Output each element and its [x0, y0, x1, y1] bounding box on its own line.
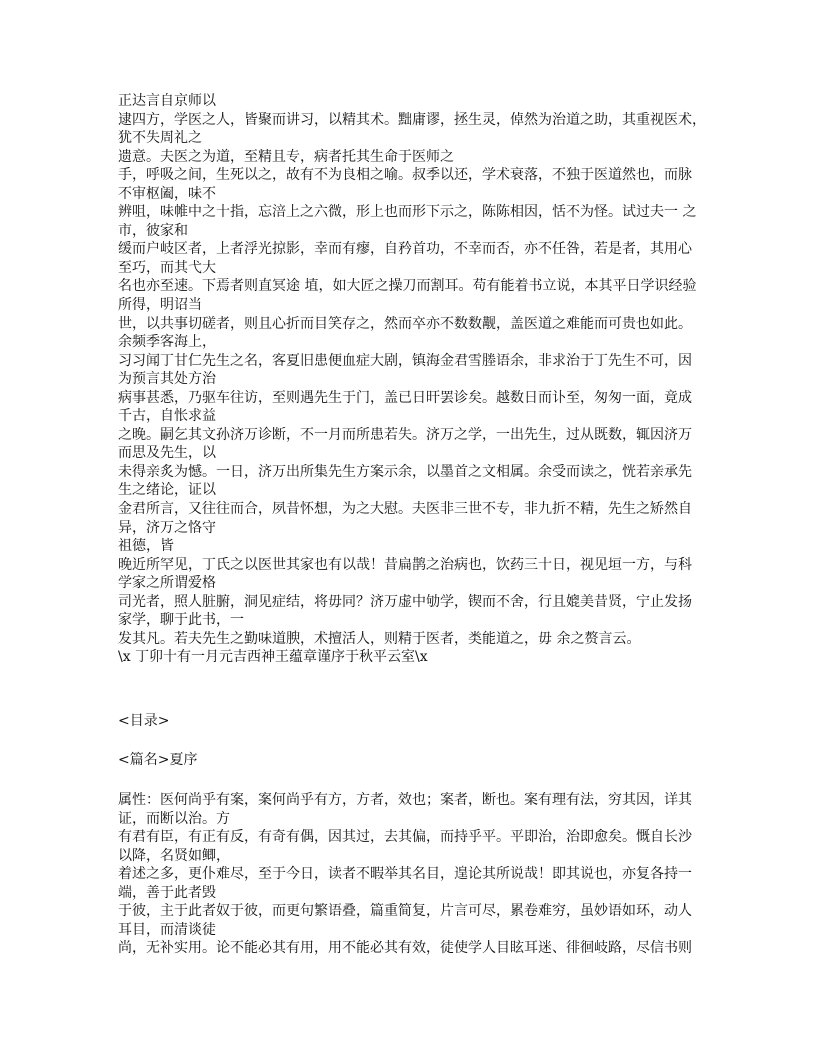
text-line: 千古，自怅求益	[118, 408, 216, 425]
text-line: 金君所言，又往往而合，夙昔怀想，为之大慰。夫医非三世不专，非九折不精，先生之矫然自	[118, 501, 692, 518]
text-line: 而思及先生，以	[118, 445, 216, 462]
text-line: 为预言其处方治	[118, 371, 216, 388]
text-line: 市，彼家和	[118, 222, 188, 239]
text-line: 所得，明诏当	[118, 297, 202, 314]
text-line: 逮四方，学医之人，皆聚而讲习，以精其术。黜庸谬，拯生灵，倬然为治道之助，其重视医术，	[118, 111, 706, 128]
text-line: 手，呼吸之间，生死以之，故有不为良相之喻。叔季以还，学术衰落，不独于医道然也，而脉	[118, 167, 692, 184]
text-line: 家学，聊于此书，一	[118, 612, 244, 629]
chapter-heading	[118, 751, 718, 770]
chapter-title: <篇名>夏序	[118, 752, 198, 768]
text-line: 着述之多，更仆难尽，至于今日，读者不暇举其名目，遑论其所说哉！即其说也，亦复各持一	[118, 866, 692, 883]
text-line: 证，而断以治。方	[118, 810, 230, 827]
text-line: 司光者，照人脏腑，洞见症结，将毋同？济万虚中劬学，锲而不舍，行且媲美昔贤，宁止发扬	[118, 593, 692, 610]
text-line: 正达言自京师以	[118, 93, 216, 109]
text-line: 遗意。夫医之为道，至精且专，病者托其生命于医师之	[118, 148, 454, 165]
text-line: 至巧，而其弋大	[118, 259, 216, 276]
text-line: 习习闻丁甘仁先生之名，客夏旧患便血症大剧，镇海金君雪塍语余，非求治于丁先生不可，因	[118, 352, 692, 369]
body-section	[118, 791, 718, 958]
text-line: 有君有臣，有正有反，有奇有偶，因其过，去其偏，而持乎平。平即治，治即愈矣。慨自长沙	[118, 829, 692, 846]
preface-section	[118, 92, 718, 667]
toc-label: <目录>	[118, 713, 170, 729]
text-line: 生之绪论，证以	[118, 482, 216, 499]
text-line: 缓而户岐区者，上者浮光掠影，幸而有瘳，自矜首功，不幸而否，亦不任咎，若是者，其用心	[118, 241, 692, 258]
text-line: 以降，名贤如鲫，	[118, 847, 230, 864]
text-line: 耳目，而清谈徒	[118, 921, 216, 938]
text-line: 发其凡。若夫先生之勤味道腴，术擅活人，则精于医者，类能道之，毋 余之赘言云。	[118, 630, 641, 647]
text-line: 属性：医何尚乎有案，案何尚乎有方，方者，效也；案者，断也。案有理有法，穷其因，详其	[118, 792, 692, 808]
text-line: 祖德，皆	[118, 538, 174, 555]
text-line: 不审枢阖，味不	[118, 185, 216, 202]
text-line: 余频季客海上，	[118, 334, 216, 351]
text-line: 端，善于此者毁	[118, 884, 216, 901]
text-line: 之晚。嗣乞其文孙济万诊断，不一月而所患若失。济万之学，一出先生，过从既数，辄因济万	[118, 426, 692, 443]
text-line: 晚近所罕见，丁氏之以医世其家也有以哉！昔扁鹊之治病也，饮药三十日，视见垣一方，与科	[118, 556, 692, 573]
preface-signature: \x 丁卯十有一月元吉西神王蕴章谨序于秋平云室\x	[118, 649, 428, 666]
text-line: 犹不失周礼之	[118, 130, 202, 147]
text-line: 尚，无补实用。论不能必其有用，用不能必其有效，徒使学人目眩耳迷、徘徊岐路，尽信书则	[118, 940, 692, 957]
text-line: 世，以共事切磋者，则且心折而目笑存之，然而卒亦不数数觏，盖医道之难能而可贵也如此。	[118, 315, 692, 332]
text-line: 名也亦至速。下焉者则直冥途 埴，如大匠之操刀而割耳。苟有能着书立说，本其平日学识经验	[118, 278, 697, 295]
text-line: 于彼，主于此者奴于彼，而更句繁语叠，篇重简复，片言可尽，累卷难穷，虽妙语如环，动人	[118, 903, 692, 920]
text-line: 异，济万之恪守	[118, 519, 216, 536]
text-line: 未得亲炙为憾。一日，济万出所集先生方案示余，以墨首之文相属。余受而读之，恍若亲承先	[118, 463, 692, 480]
text-line: 病事甚悉，乃驱车往访，至则遇先生于门，盖已日旰罢诊矣。越数日而讣至，匆匆一面，竟成	[118, 389, 692, 406]
toc-heading	[118, 712, 718, 731]
text-line: 辨咀，味帷中之十指，忘涪上之六微，形上也而形下示之，陈陈相因，恬不为怪。试过夫一 之	[118, 204, 697, 221]
text-line: 学家之所谓爱格	[118, 575, 216, 592]
